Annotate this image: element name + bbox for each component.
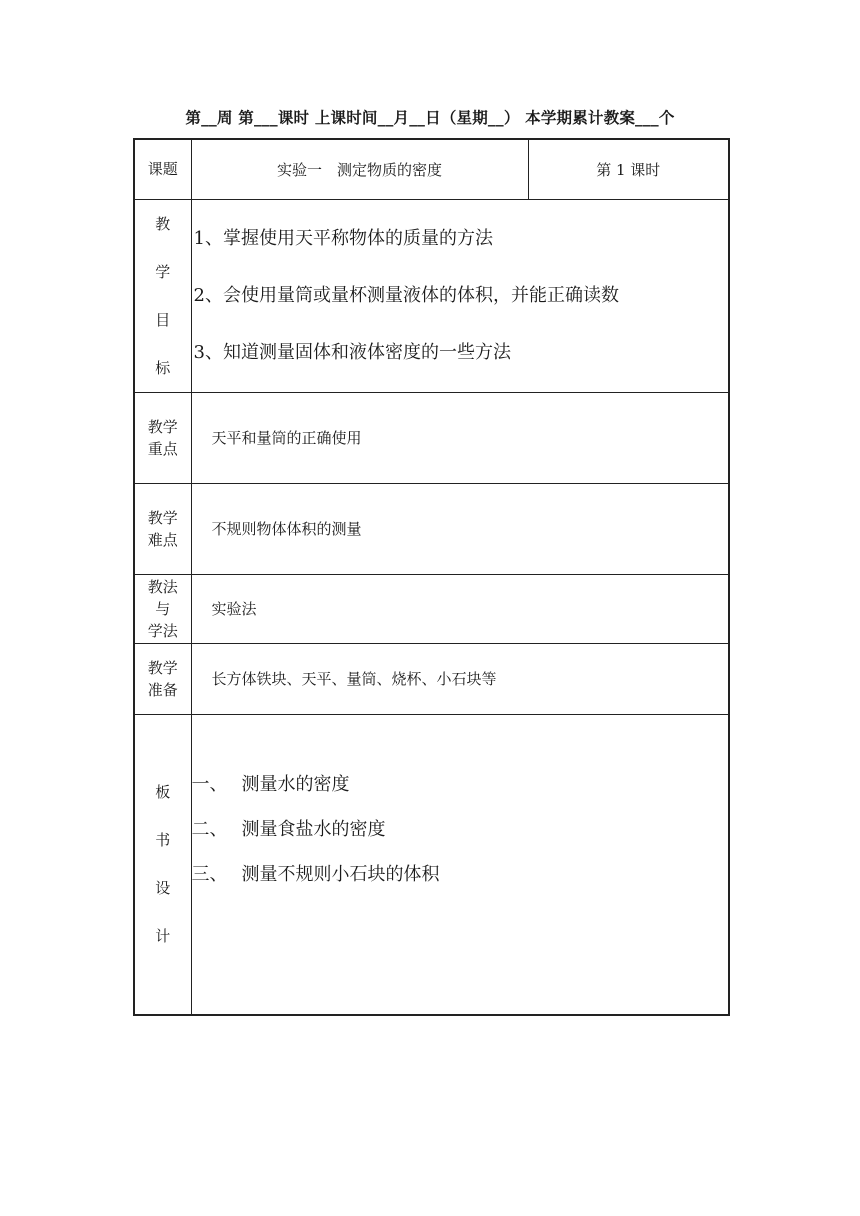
goals-label-char: 标 (155, 358, 171, 377)
board-item-text: 测量食盐水的密度 (241, 818, 386, 840)
goal-item: 3、知道测量固体和液体密度的一些方法 (193, 342, 511, 363)
difficulties-label (134, 483, 191, 574)
board-item-text: 测量水的密度 (241, 773, 350, 795)
board-content (191, 714, 729, 1015)
topic-title: 实验一 测定物质的密度 (191, 139, 528, 199)
board-item (192, 852, 729, 897)
goals-content (191, 199, 729, 392)
key-points-label-line: 教学 (147, 417, 178, 436)
goals-label-char: 目 (155, 310, 171, 329)
preparation-label (134, 643, 191, 714)
board-item-num: 一、 (191, 773, 228, 795)
board-row (134, 714, 729, 1015)
board-item-text: 测量不规则小石块的体积 (241, 863, 440, 885)
goals-row (134, 199, 729, 392)
key-points-label (134, 392, 191, 483)
methods-row (134, 574, 729, 643)
goal-item: 1、掌握使用天平称物体的质量的方法 (193, 228, 493, 249)
goal-item: 2、会使用量筒或量杯测量液体的体积，并能正确读数 (193, 285, 619, 306)
topic-period: 第 1 课时 (528, 139, 729, 199)
board-label-char: 板 (155, 783, 171, 802)
board-item-num: 三、 (191, 863, 228, 885)
topic-row (134, 139, 729, 199)
key-points-label-line: 重点 (147, 439, 178, 458)
difficulties-label-line: 教学 (147, 508, 178, 527)
lesson-header: 第__周 第___课时 上课时间__月__日（星期__） 本学期累计教案___个 (185, 109, 675, 127)
topic-label: 课题 (134, 139, 191, 199)
board-label-char: 设 (155, 879, 171, 898)
goals-label-char: 学 (155, 262, 171, 281)
preparation-label-line: 准备 (147, 680, 178, 699)
difficulties-row (134, 483, 729, 574)
board-item (192, 807, 729, 852)
board-label-char: 书 (155, 831, 171, 850)
methods-label-line: 学法 (147, 621, 178, 640)
board-label-char: 计 (155, 927, 171, 946)
goals-label (134, 199, 191, 392)
methods-content: 实验法 (191, 574, 729, 643)
difficulties-label-line: 难点 (147, 530, 178, 549)
difficulties-content: 不规则物体体积的测量 (191, 483, 729, 574)
methods-label-line: 教法 (147, 577, 178, 596)
board-item-num: 二、 (191, 818, 228, 840)
key-points-content: 天平和量筒的正确使用 (191, 392, 729, 483)
preparation-label-line: 教学 (147, 658, 178, 677)
lesson-plan-table (133, 138, 730, 1016)
preparation-row (134, 643, 729, 714)
methods-label-line: 与 (155, 599, 171, 618)
preparation-content: 长方体铁块、天平、量筒、烧杯、小石块等 (191, 643, 729, 714)
board-label (134, 714, 191, 1015)
board-item (192, 762, 729, 807)
goals-label-char: 教 (155, 214, 171, 233)
methods-label (134, 574, 191, 643)
key-points-row (134, 392, 729, 483)
